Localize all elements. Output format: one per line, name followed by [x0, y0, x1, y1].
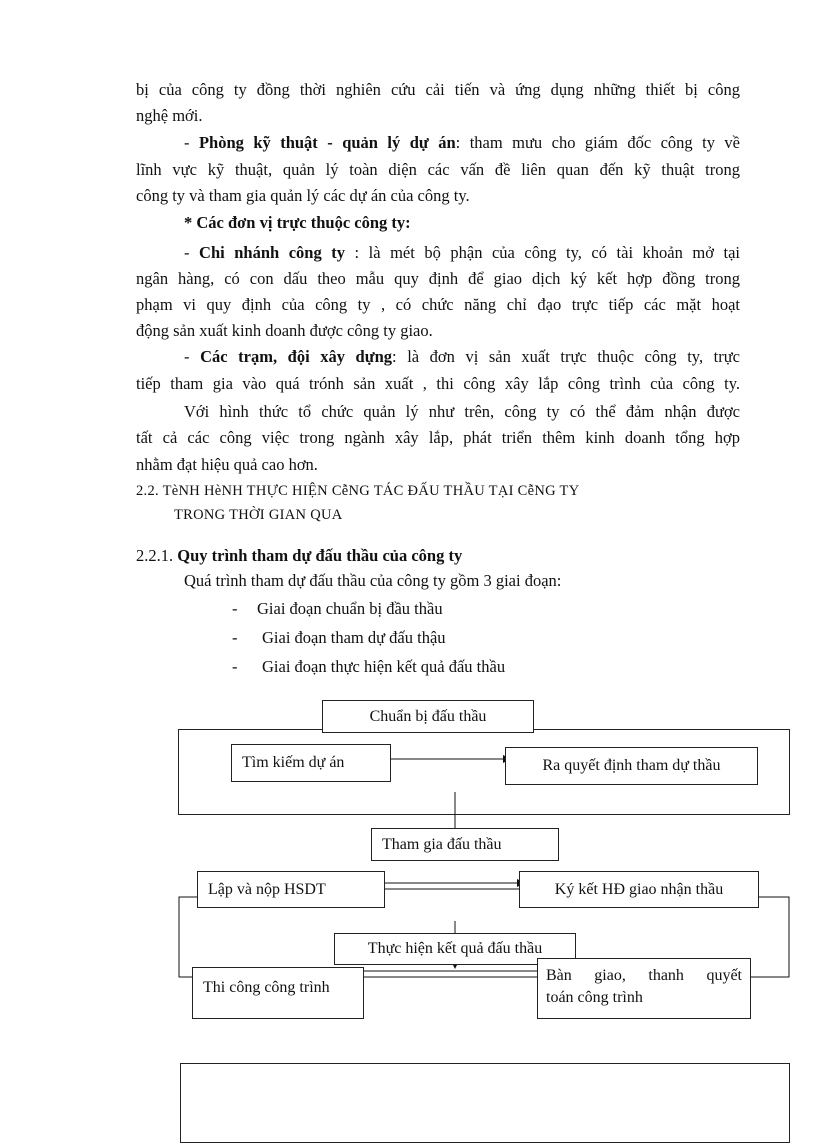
- para4-line2: tiếp tham gia vào quá trónh sản xuất , thi công xây lắp công trình của công ty.: [136, 374, 740, 393]
- stage-item-2-dash: -: [232, 628, 238, 647]
- units-heading: * Các đơn vị trực thuộc công ty:: [184, 213, 411, 232]
- para2-line2: lĩnh vực kỹ thuật, quản lý toàn diện các vấn đề liên quan đến kỹ thuật trong: [136, 160, 740, 179]
- stage-item-2: Giai đoạn tham dự đấu thậu: [262, 628, 446, 647]
- connector-right-bracket: [751, 897, 789, 977]
- para1-line1: bị của công ty đồng thời nghiên cứu cải tiến và ứng dụng những thiết bị công: [136, 80, 740, 99]
- find-project-box: Tìm kiếm dự án: [231, 744, 391, 782]
- section-2-2-heading: 2.2. TèNH HèNH THỰC HIỆN CễNG TÁC ĐẤU THẦU TẠI CễNG TY: [136, 483, 580, 499]
- handover-line2: toán công trình: [546, 989, 643, 1006]
- stage-item-1-dash: -: [232, 599, 238, 618]
- participate-bidding-box: Tham gia đấu thầu: [371, 828, 559, 861]
- handover-line1: Bàn giao, thanh quyết: [546, 967, 742, 984]
- handover-box: [537, 958, 751, 1019]
- para3-line4: động sản xuất kinh doanh được công ty giao.: [136, 321, 433, 340]
- section-2-2-1-heading: 2.2.1. Quy trình tham dự đấu thầu của công ty: [136, 546, 463, 565]
- connector-left-bracket: [179, 897, 197, 977]
- section-2-2-heading-cont: TRONG THỜI GIAN QUA: [174, 507, 343, 523]
- execute-result-box: Thực hiện kết quả đấu thầu: [334, 933, 576, 965]
- next-diagram-frame: [180, 1063, 790, 1143]
- stage-item-3-dash: -: [232, 657, 238, 676]
- construction-box: Thi công công trình: [192, 967, 364, 1019]
- para5-line3: nhằm đạt hiệu quả cao hơn.: [136, 455, 318, 474]
- para3-bold-term: Chi nhánh công ty: [199, 243, 345, 262]
- para1-line2: nghệ mới.: [136, 106, 203, 125]
- para3-line2: ngân hàng, có con dấu theo mẫu quy định để giao dịch ký kết hợp đồng trong: [136, 269, 740, 288]
- sign-contract-box: Ký kết HĐ giao nhận thầu: [519, 871, 759, 908]
- para4-bold-term: Các trạm, đội xây dựng: [200, 347, 393, 366]
- stages-intro: Quá trình tham dự đấu thầu của công ty gồm 3 giai đoạn:: [184, 571, 562, 590]
- prepare-bidding-box: Chuẩn bị đấu thầu: [322, 700, 534, 733]
- para5-line1: Với hình thức tổ chức quản lý như trên, công ty có thể đảm nhận được: [184, 402, 740, 421]
- para4-line1: - Các trạm, đội xây dựng: là đơn vị sản xuất trực thuộc công ty, trực: [184, 347, 740, 366]
- stage-item-1: Giai đoạn chuẩn bị đầu thầu: [257, 599, 443, 618]
- para2-bold-term: Phòng kỹ thuật - quản lý dự án: [198, 133, 456, 152]
- para2-line1: - Phòng kỹ thuật - quản lý dự án: tham mưu cho giám đốc công ty về: [184, 133, 740, 152]
- para5-line2: tất cả các công việc trong ngành xây lắp, phát triển thêm kinh doanh tổng hợp: [136, 428, 740, 447]
- decide-bid-box: Ra quyết định tham dự thầu: [505, 747, 758, 785]
- stage-item-3: Giai đoạn thực hiện kết quả đấu thầu: [262, 657, 506, 676]
- para2-line3: công ty và tham gia quản lý các dự án của công ty.: [136, 186, 470, 205]
- para3-line3: phạm vi quy định của công ty , có chức năng chỉ đạo trực tiếp các mặt hoạt: [136, 295, 740, 314]
- para3-line1: - Chi nhánh công ty : là mét bộ phận của công ty, có tài khoản mở tại: [184, 243, 740, 262]
- section-2-2-1-title: Quy trình tham dự đấu thầu của công ty: [177, 546, 463, 565]
- submit-bid-box: Lập và nộp HSDT: [197, 871, 385, 908]
